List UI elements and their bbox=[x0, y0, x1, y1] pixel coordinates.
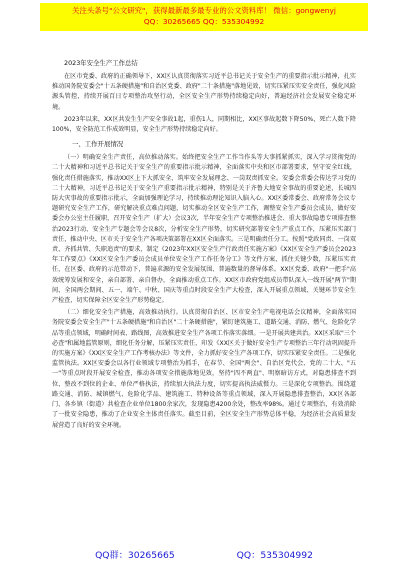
banner-line-1: 关注头条号"公文研究"，获得最新最多最专业的公文资料库！ 微信：gongwenyj bbox=[72, 6, 336, 15]
document-body bbox=[52, 58, 356, 538]
section-paragraph-2: （二）细化安全生产措施，高效推动执行。认真贯彻自治区、区市安全生产电视电话会议精神，全面落实国务院安委会安全生产"十五条硬措施"和自治区"二十条硬措施"，紧盯建筑施工、道路交通、消防、燃气、危险化学品等重点领域，明确时间表、路线图，高效推进安全生产各项工作落实落细。一是开展共建共治。XX区采取"三个必查"和属地监管原则，细化任务分解，压紧压实责任，印发《XX区关于做好安全生产专项整治三年行动巩固提升的实施方案》《XX区安全生产工作考核办法》等文件，全力抓好安全生产各项工作，切实压紧安全责任。二是强化监管执法。XX区安委会以各行业领域专项整治为抓手，在春节、全国"两会"、自治区党代会、党的二十大、"五一"等重点时段开展安全检查，推动各项安全措施落地见效，坚持"四不两直"、明察暗访方式，对隐患排查不到位、整改不到位的企业、单位严格执法，持续加大执法力度，切实提高执法威慑力。三是深化专项整治。围绕道路交通、消防、城镇燃气、危险化学品、建筑施工、特种设备等重点领域，深入开展隐患排查整治，XX区各部门、各乡镇（街道）共检查企业单位1800余家次，发现隐患4200余处，整改率98%。通过专项整治，有效消除了一批安全隐患，推动了企业安全主体责任落实。截至目前，全区安全生产形势总体平稳，为经济社会高质量发展营造了良好的安全环境。 bbox=[52, 309, 356, 429]
contact-footer bbox=[0, 546, 408, 566]
document-title: 2023年安全生产工作总结 bbox=[64, 59, 138, 67]
intro-paragraph-2: 2023年以来，XX区共发生生产安全事故1起，重伤1人，同期相比，XX区事故起数下降50%，死亡人数下降100%，安全防范工作成效明显，安全生产形势持续稳定向好。 bbox=[52, 115, 356, 134]
section-paragraph-1: （一）明确安全生产责任，高位推动落实。始终把安全生产工作当作头等大事抓紧抓实，深入学习贯彻党的二十大精神和习近平总书记关于安全生产的重要指示批示精神，全面落实中央和区市部署要求，坚守安全红线，强化责任措施落实，推动XX区上下大抓安全、筑牢安全发展理念、一岗双责抓安全。安委会常委会传达学习党的二十大精神，习近平总书记关于安全生产重要指示批示精神，特别是关于齐鲁大地安全事故的重要论述，长城四防大灾事故的重要指示批示，全面加强理论学习，持续推动理论知识入脑入心。XX区委常委会、政府常务会议专题研究安全生产工作，研究解决重点难点问题，切实推动全区安全生产工作，调整安全生产委员会成员，做好安委会办公室主任履职，召开安全生产（扩大）会议3次，半年安全生产专项整治推进会、重大事故隐患专项排查整治2023行动、安全生产专题会等会议8次，分析安全生产形势，切实研究部署安全生产重点工作，压紧压实部门责任，推动中央、区市关于安全生产各项决策部署在XX区全面落实。三是明确责任分工。按照"党政同责、一岗双责、齐抓共管、失职追责"的要求，制定《2023年XX区安全生产行政责任实施方案》《XX区安全生产委员会2023年工作要点》《XX区安全生产委员会成员单位安全生产工作任务分工》等文件方案，抓住关键少数，压紧压实责任，在区委、政府的示范带动下，普遍求源的安全发展氛围、普遍数量的督导体系。XX区党委、政府"一把手"高效统筹发展和安全，亲自部署、亲自督办，全面推动重点工作。XX区市政府党组成员带队深入一线开展"两节"期间、全国两会期间、五一、端午、中秋、国庆等重点时段安全生产大检查，深入开展重点领域、关键环节安全生产检查，切实保障全区安全生产形势稳定。 bbox=[52, 154, 356, 305]
footer-qq-group: QQ群：30265665 bbox=[95, 550, 175, 561]
banner-line-2: QQ：30265665 QQ：535304992 bbox=[143, 17, 265, 26]
section-heading: 一、工作开展情况 bbox=[72, 140, 124, 149]
promo-banner bbox=[40, 3, 368, 31]
intro-paragraph-1: 在区市党委、政府的正确领导下，XX区认真贯彻落实习近平总书记关于安全生产的重要指示批示精神，扎实推动国务院安委会"十五条硬措施"和自治区党委、政府"二十条措施"落地见效，切实压紧压实安全责任，强化风险源头管控，持续开展百日专项整治攻坚行动，全区安全生产形势持续稳定向好，普遍经济社会发展安全稳定环境。 bbox=[52, 73, 356, 111]
footer-qq: QQ：535304992 bbox=[236, 550, 313, 561]
